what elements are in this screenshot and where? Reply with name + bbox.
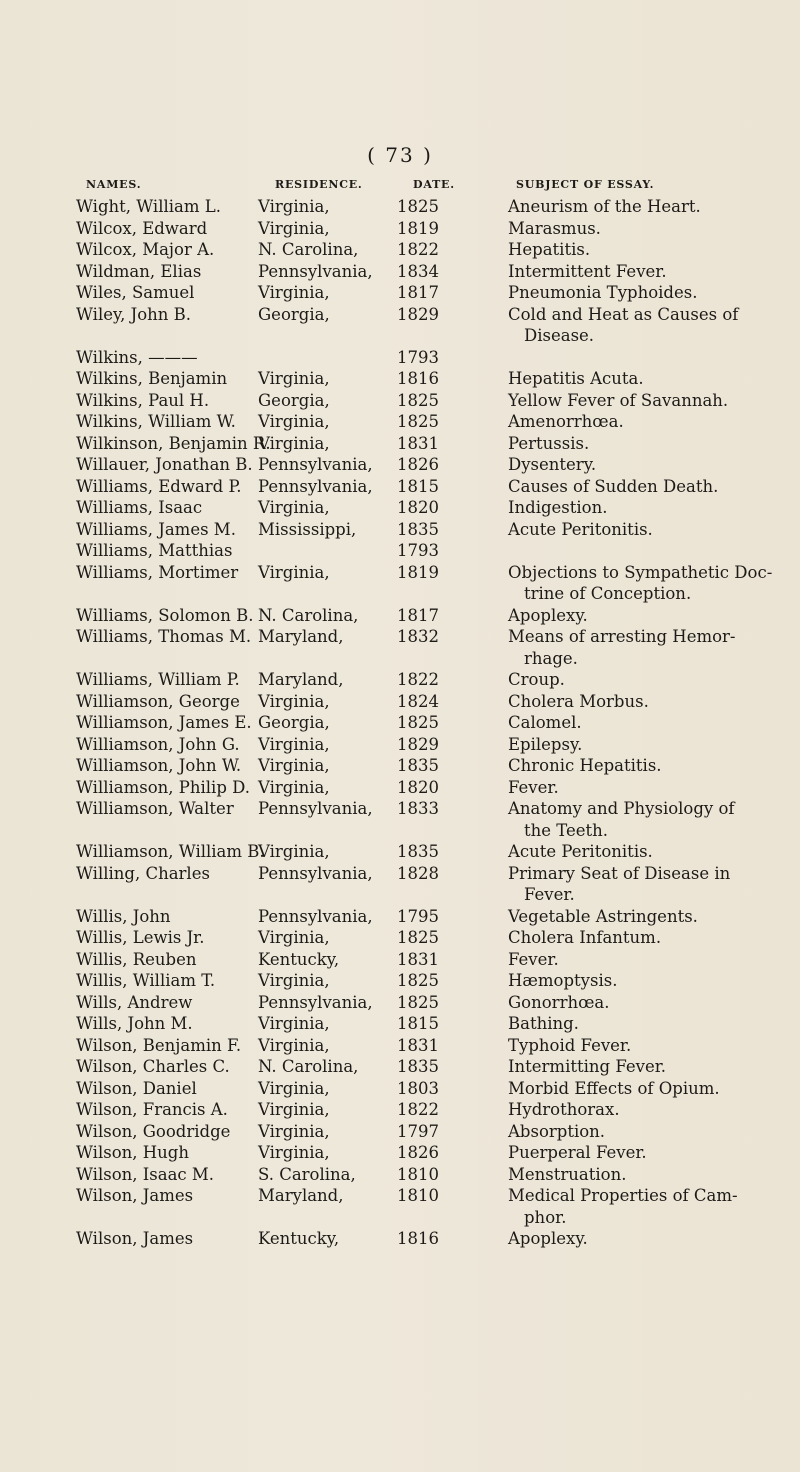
- date-cell: 1835: [397, 842, 439, 861]
- name-cell: Williams, William P.: [76, 670, 240, 689]
- subject-cell: [508, 454, 788, 476]
- residence-cell: S. Carolina,: [258, 1164, 356, 1184]
- table-row: [0, 218, 800, 240]
- subject-text: Pneumonia Typhoides.: [508, 283, 698, 302]
- date-cell: 1825: [397, 971, 439, 990]
- date-cell: 1822: [397, 670, 439, 689]
- header-names: NAMES.: [86, 178, 142, 191]
- table-row: [0, 282, 800, 304]
- name-cell: Wilson, Francis A.: [76, 1100, 228, 1119]
- subject-cell: [508, 906, 788, 928]
- residence-cell: Pennsylvania,: [258, 799, 373, 818]
- subject-text: Gonorrhœa.: [508, 992, 610, 1012]
- table-row: [0, 970, 800, 992]
- name-cell: Wilcox, Major A.: [76, 240, 215, 259]
- subject-text: Fever.: [508, 949, 559, 969]
- subject-cell: [508, 734, 788, 756]
- date-cell: 1825: [397, 390, 439, 410]
- date-cell: 1831: [397, 1035, 439, 1055]
- subject-cell: [508, 304, 788, 347]
- table-row: [0, 1121, 800, 1143]
- name-cell: Williamson, John G.: [76, 734, 240, 754]
- date-cell: 1825: [397, 713, 439, 732]
- subject-cell: [508, 841, 788, 863]
- subject-text: Morbid Effects of Opium.: [508, 1078, 720, 1098]
- residence-cell: Virginia,: [258, 218, 330, 238]
- name-cell: Wilkins, ———: [76, 347, 198, 367]
- date-cell: 1826: [397, 1143, 439, 1162]
- residence-cell: Maryland,: [258, 670, 344, 689]
- residence-cell: Virginia,: [258, 1078, 330, 1098]
- subject-text: Yellow Fever of Savannah.: [508, 390, 729, 410]
- residence-cell: Pennsylvania,: [258, 476, 373, 496]
- subject-text: Means of arresting Hemor-: [508, 627, 736, 646]
- header-date: DATE.: [413, 178, 455, 191]
- table-row: [0, 691, 800, 713]
- date-cell: 1820: [397, 777, 439, 797]
- subject-text: Calomel.: [508, 713, 582, 732]
- table-row: [0, 411, 800, 433]
- subject-cell: [508, 497, 788, 519]
- name-cell: Williams, Isaac: [76, 498, 203, 517]
- residence-cell: Virginia,: [258, 1014, 330, 1033]
- header-subject: SUBJECT OF ESSAY.: [516, 178, 655, 191]
- subject-cell: [508, 390, 788, 412]
- subject-continuation: rhage.: [524, 648, 578, 668]
- name-cell: Wilcox, Edward: [76, 218, 208, 238]
- residence-cell: Virginia,: [258, 691, 330, 711]
- date-cell: 1831: [397, 433, 439, 453]
- subject-text: Hepatitis Acuta.: [508, 369, 644, 388]
- table-row: [0, 562, 800, 605]
- name-cell: Wight, William L.: [76, 197, 221, 216]
- residence-cell: Maryland,: [258, 627, 344, 646]
- name-cell: Wilkins, William W.: [76, 412, 236, 431]
- subject-cell: [508, 1078, 788, 1100]
- date-cell: 1810: [397, 1186, 439, 1205]
- subject-cell: [508, 1035, 788, 1057]
- subject-cell: [508, 1013, 788, 1035]
- subject-text: Acute Peritonitis.: [508, 842, 653, 861]
- residence-cell: Virginia,: [258, 928, 330, 947]
- table-row: [0, 519, 800, 541]
- subject-continuation: Fever.: [524, 885, 575, 904]
- date-cell: 1835: [397, 519, 439, 539]
- subject-text: Chronic Hepatitis.: [508, 756, 662, 775]
- subject-text: Puerperal Fever.: [508, 1143, 647, 1162]
- subject-text: Bathing.: [508, 1014, 579, 1033]
- table-row: [0, 454, 800, 476]
- date-cell: 1803: [397, 1078, 439, 1098]
- date-cell: 1828: [397, 863, 439, 883]
- date-cell: 1833: [397, 799, 439, 818]
- subject-cell: [508, 562, 788, 605]
- date-cell: 1793: [397, 541, 439, 560]
- residence-cell: Virginia,: [258, 1143, 330, 1162]
- date-cell: 1832: [397, 627, 439, 646]
- residence-cell: Virginia,: [258, 283, 330, 302]
- subject-text: Dysentery.: [508, 455, 597, 474]
- table-row: [0, 626, 800, 669]
- subject-text: Apoplexy.: [508, 1229, 588, 1248]
- residence-cell: Virginia,: [258, 433, 330, 453]
- subject-text: Pertussis.: [508, 433, 590, 453]
- name-cell: Williamson, Philip D.: [76, 777, 251, 797]
- residence-cell: Pennsylvania,: [258, 455, 373, 474]
- table-row: [0, 992, 800, 1014]
- subject-cell: [508, 239, 788, 261]
- date-cell: 1835: [397, 756, 439, 775]
- table-row: [0, 777, 800, 799]
- table-row: [0, 1099, 800, 1121]
- name-cell: Wilson, Goodridge: [76, 1121, 231, 1141]
- residence-cell: Georgia,: [258, 304, 330, 324]
- date-cell: 1815: [397, 476, 439, 496]
- name-cell: Willauer, Jonathan B.: [76, 455, 253, 474]
- subject-cell: [508, 798, 788, 841]
- table-row: [0, 1056, 800, 1078]
- date-cell: 1831: [397, 949, 439, 969]
- residence-cell: Kentucky,: [258, 1229, 340, 1248]
- table-row: [0, 1078, 800, 1100]
- date-cell: 1817: [397, 605, 439, 625]
- table-row: [0, 841, 800, 863]
- residence-cell: Virginia,: [258, 412, 330, 431]
- subject-cell: [508, 196, 788, 218]
- name-cell: Wilson, Hugh: [76, 1143, 189, 1162]
- date-cell: 1816: [397, 1229, 439, 1248]
- subject-text: Hæmoptysis.: [508, 971, 618, 990]
- name-cell: Wilson, Benjamin F.: [76, 1035, 242, 1055]
- residence-cell: Virginia,: [258, 197, 330, 216]
- name-cell: Wilson, James: [76, 1186, 194, 1205]
- subject-text: Intermittent Fever.: [508, 261, 667, 281]
- name-cell: Wiles, Samuel: [76, 283, 195, 302]
- table-row: [0, 798, 800, 841]
- name-cell: Wills, John M.: [76, 1014, 193, 1033]
- date-cell: 1820: [397, 498, 439, 517]
- date-cell: 1825: [397, 197, 439, 216]
- name-cell: Willis, Reuben: [76, 949, 197, 969]
- subject-text: Croup.: [508, 670, 565, 689]
- table-row: [0, 1228, 800, 1250]
- name-cell: Wilson, James: [76, 1229, 194, 1248]
- name-cell: Williams, Edward P.: [76, 476, 242, 496]
- name-cell: Williams, Mortimer: [76, 562, 239, 582]
- residence-cell: N. Carolina,: [258, 605, 359, 625]
- header-residence: RESIDENCE.: [275, 178, 363, 191]
- residence-cell: Pennsylvania,: [258, 906, 373, 926]
- table-row: [0, 1185, 800, 1228]
- name-cell: Wilson, Charles C.: [76, 1057, 230, 1076]
- subject-cell: [508, 218, 788, 240]
- name-cell: Wilson, Isaac M.: [76, 1164, 215, 1184]
- name-cell: Wiley, John B.: [76, 304, 192, 324]
- date-cell: 1825: [397, 928, 439, 947]
- table-row: [0, 1013, 800, 1035]
- residence-cell: Virginia,: [258, 842, 330, 861]
- residence-cell: Kentucky,: [258, 949, 340, 969]
- table-row: [0, 1142, 800, 1164]
- essay-table: [0, 196, 800, 1250]
- subject-text: Cholera Morbus.: [508, 691, 649, 711]
- date-cell: 1819: [397, 562, 439, 582]
- residence-cell: Mississippi,: [258, 519, 357, 539]
- subject-cell: [508, 519, 788, 541]
- table-row: [0, 669, 800, 691]
- residence-cell: Georgia,: [258, 713, 330, 732]
- subject-text: Hepatitis.: [508, 240, 591, 259]
- subject-cell: [508, 863, 788, 906]
- date-cell: 1817: [397, 283, 439, 302]
- subject-text: Menstruation.: [508, 1164, 627, 1184]
- subject-cell: [508, 368, 788, 390]
- subject-text: Intermitting Fever.: [508, 1057, 667, 1076]
- subject-text: Absorption.: [508, 1121, 606, 1141]
- subject-text: Typhoid Fever.: [508, 1035, 632, 1055]
- table-row: [0, 949, 800, 971]
- name-cell: Williamson, George: [76, 691, 240, 711]
- table-row: [0, 196, 800, 218]
- subject-text: Medical Properties of Cam-: [508, 1186, 738, 1205]
- name-cell: Wilkinson, Benjamin R.: [76, 433, 271, 453]
- date-cell: 1824: [397, 691, 439, 711]
- name-cell: Willis, William T.: [76, 971, 216, 990]
- subject-text: Apoplexy.: [508, 605, 588, 625]
- subject-text: Vegetable Astringents.: [508, 906, 698, 926]
- residence-cell: Virginia,: [258, 1035, 330, 1055]
- table-row: [0, 1035, 800, 1057]
- residence-cell: Virginia,: [258, 756, 330, 775]
- subject-cell: [508, 261, 788, 283]
- subject-cell: [508, 1056, 788, 1078]
- subject-cell: [508, 691, 788, 713]
- subject-text: Anatomy and Physiology of: [508, 799, 735, 818]
- subject-cell: [508, 949, 788, 971]
- name-cell: Williamson, James E.: [76, 713, 252, 732]
- subject-cell: [508, 1099, 788, 1121]
- table-row: [0, 712, 800, 734]
- table-row: [0, 906, 800, 928]
- table-row: [0, 261, 800, 283]
- subject-text: Amenorrhœa.: [508, 412, 624, 431]
- name-cell: Wilson, Daniel: [76, 1078, 197, 1098]
- date-cell: 1829: [397, 734, 439, 754]
- subject-text: Causes of Sudden Death.: [508, 476, 719, 496]
- table-row: [0, 239, 800, 261]
- date-cell: 1834: [397, 261, 439, 281]
- name-cell: Williams, Solomon B.: [76, 605, 254, 625]
- subject-cell: [508, 433, 788, 455]
- table-row: [0, 497, 800, 519]
- subject-cell: [508, 1164, 788, 1186]
- date-cell: 1819: [397, 218, 439, 238]
- residence-cell: Virginia,: [258, 734, 330, 754]
- residence-cell: Pennsylvania,: [258, 863, 373, 883]
- subject-text: Objections to Sympathetic Doc-: [508, 562, 773, 582]
- subject-cell: [508, 712, 788, 734]
- subject-continuation: the Teeth.: [524, 820, 609, 840]
- subject-text: Acute Peritonitis.: [508, 519, 653, 539]
- residence-cell: Pennsylvania,: [258, 261, 373, 281]
- subject-text: Primary Seat of Disease in: [508, 863, 731, 883]
- residence-cell: Virginia,: [258, 1121, 330, 1141]
- subject-cell: [508, 282, 788, 304]
- residence-cell: N. Carolina,: [258, 1057, 359, 1076]
- subject-text: Epilepsy.: [508, 734, 583, 754]
- subject-cell: [508, 992, 788, 1014]
- date-cell: 1826: [397, 455, 439, 474]
- date-cell: 1816: [397, 369, 439, 388]
- name-cell: Wilkins, Paul H.: [76, 390, 210, 410]
- table-row: [0, 304, 800, 347]
- table-row: [0, 755, 800, 777]
- date-cell: 1829: [397, 304, 439, 324]
- subject-text: Fever.: [508, 777, 559, 797]
- subject-text: Aneurism of the Heart.: [508, 197, 701, 216]
- residence-cell: Virginia,: [258, 562, 330, 582]
- table-row: [0, 927, 800, 949]
- name-cell: Willis, John: [76, 906, 171, 926]
- residence-cell: Georgia,: [258, 390, 330, 410]
- subject-cell: [508, 476, 788, 498]
- name-cell: Williams, Thomas M.: [76, 627, 252, 646]
- date-cell: 1835: [397, 1057, 439, 1076]
- name-cell: Williamson, John W.: [76, 756, 242, 775]
- column-headers: [0, 178, 800, 194]
- subject-cell: [508, 755, 788, 777]
- table-row: [0, 1164, 800, 1186]
- subject-cell: [508, 1185, 788, 1228]
- table-row: [0, 540, 800, 562]
- date-cell: 1825: [397, 412, 439, 431]
- name-cell: Williamson, Walter: [76, 799, 234, 818]
- subject-text: Hydrothorax.: [508, 1100, 620, 1119]
- residence-cell: N. Carolina,: [258, 240, 359, 259]
- subject-cell: [508, 1142, 788, 1164]
- residence-cell: Virginia,: [258, 971, 330, 990]
- table-row: [0, 863, 800, 906]
- subject-text: Cold and Heat as Causes of: [508, 304, 739, 324]
- date-cell: 1815: [397, 1014, 439, 1033]
- residence-cell: Virginia,: [258, 1100, 330, 1119]
- name-cell: Wilkins, Benjamin: [76, 369, 228, 388]
- residence-cell: Virginia,: [258, 777, 330, 797]
- subject-text: Indigestion.: [508, 498, 608, 517]
- table-row: [0, 734, 800, 756]
- subject-continuation: phor.: [524, 1207, 567, 1227]
- name-cell: Williams, Matthias: [76, 541, 233, 560]
- page-number: ( 73 ): [367, 143, 433, 167]
- table-row: [0, 390, 800, 412]
- date-cell: 1810: [397, 1164, 439, 1184]
- name-cell: Williamson, William B.: [76, 842, 265, 861]
- table-row: [0, 433, 800, 455]
- subject-cell: [508, 777, 788, 799]
- subject-continuation: trine of Conception.: [524, 584, 692, 603]
- table-row: [0, 476, 800, 498]
- table-row: [0, 368, 800, 390]
- date-cell: 1825: [397, 992, 439, 1012]
- date-cell: 1793: [397, 347, 439, 367]
- name-cell: Wills, Andrew: [76, 992, 193, 1012]
- subject-cell: [508, 626, 788, 669]
- date-cell: 1822: [397, 240, 439, 259]
- subject-cell: [508, 927, 788, 949]
- subject-cell: [508, 411, 788, 433]
- table-row: [0, 605, 800, 627]
- date-cell: 1797: [397, 1121, 439, 1141]
- subject-cell: [508, 970, 788, 992]
- subject-continuation: Disease.: [524, 326, 595, 345]
- residence-cell: Maryland,: [258, 1186, 344, 1205]
- name-cell: Wildman, Elias: [76, 261, 202, 281]
- subject-cell: [508, 669, 788, 691]
- name-cell: Willing, Charles: [76, 863, 210, 883]
- date-cell: 1822: [397, 1100, 439, 1119]
- residence-cell: Virginia,: [258, 369, 330, 388]
- subject-cell: [508, 1121, 788, 1143]
- residence-cell: Pennsylvania,: [258, 992, 373, 1012]
- subject-cell: [508, 605, 788, 627]
- subject-text: Marasmus.: [508, 218, 601, 238]
- name-cell: Willis, Lewis Jr.: [76, 928, 205, 947]
- residence-cell: Virginia,: [258, 498, 330, 517]
- subject-text: Cholera Infantum.: [508, 928, 662, 947]
- subject-cell: [508, 1228, 788, 1250]
- date-cell: 1795: [397, 906, 439, 926]
- table-row: [0, 347, 800, 369]
- name-cell: Williams, James M.: [76, 519, 236, 539]
